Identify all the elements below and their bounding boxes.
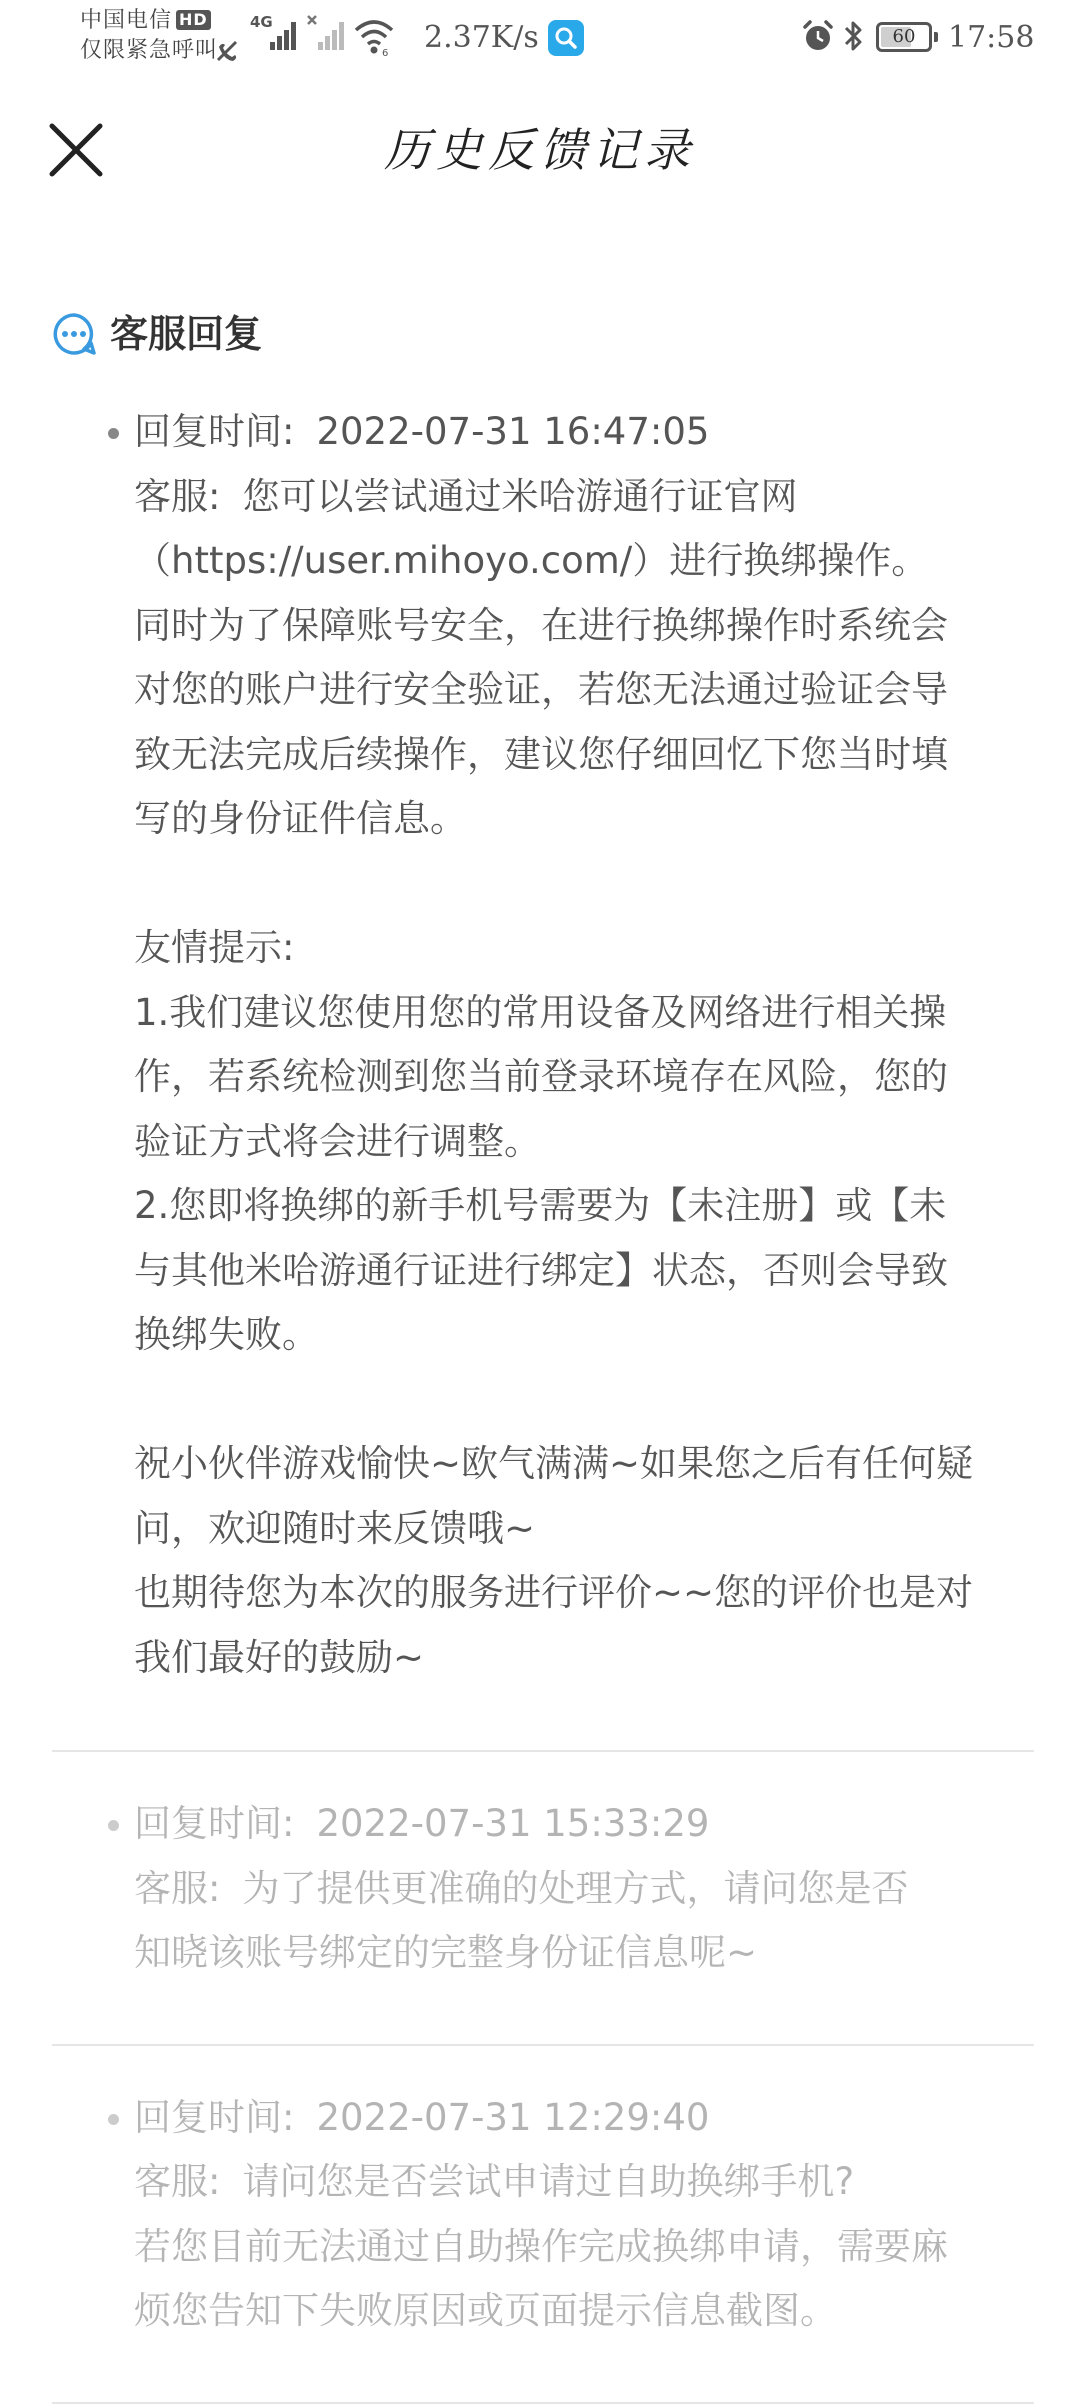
paragraph-gap xyxy=(134,852,1030,917)
reply-item xyxy=(52,400,1034,1750)
reply-time: 2022-07-31 12:29:40 xyxy=(316,2095,710,2139)
hd-badge: HD xyxy=(176,10,211,30)
reply-line: 问，欢迎随时来反馈哦~ xyxy=(134,1506,536,1550)
svg-text:6: 6 xyxy=(382,48,389,56)
reply-line: 若您目前无法通过自助操作完成换绑申请，需要麻 xyxy=(134,2224,948,2268)
status-bar xyxy=(0,0,1080,80)
carrier-status: 仅限紧急呼叫 xyxy=(80,38,219,63)
reply-line xyxy=(134,1857,1030,1922)
reply-line: 与其他米哈游通行证进行绑定】状态，否则会导致 xyxy=(134,1248,948,1292)
agent-label: 客服: xyxy=(134,474,221,518)
reply-line: 作，若系统检测到您当前登录环境存在风险，您的 xyxy=(134,1055,948,1098)
alarm-icon xyxy=(800,18,836,54)
page-title: 历史反馈记录 xyxy=(384,123,696,177)
battery-level: 60 xyxy=(892,26,916,47)
signal-no-service-icon xyxy=(306,14,346,54)
wifi-icon xyxy=(352,16,396,56)
reply-line: 换绑失败。 xyxy=(134,1313,319,1356)
reply-line xyxy=(134,465,1030,530)
reply-time-label: 回复时间: xyxy=(134,1802,295,1845)
reply-text: 为了提供更准确的处理方式，请问您是否 xyxy=(242,1866,909,1910)
reply-item xyxy=(52,2046,1034,2402)
call-disabled-icon xyxy=(214,38,242,66)
reply-line: 祝小伙伴游戏愉快~欧气满满~如果您之后有任何疑 xyxy=(134,1442,974,1485)
reply-line: 友情提示: xyxy=(134,926,295,969)
section-heading xyxy=(52,306,262,362)
battery-icon xyxy=(876,22,932,52)
bullet-dot xyxy=(108,2114,119,2125)
reply-line: （https://user.mihoyo.com/）进行换绑操作。 xyxy=(134,539,929,582)
reply-line: 写的身份证件信息。 xyxy=(134,797,467,840)
reply-time: 2022-07-31 16:47:05 xyxy=(316,410,710,453)
reply-line: 我们最好的鼓励~ xyxy=(134,1635,425,1679)
carrier-info xyxy=(80,6,218,66)
reply-time-label: 回复时间: xyxy=(134,2095,295,2139)
chat-bubble-icon xyxy=(52,312,96,356)
bullet-dot xyxy=(108,428,119,439)
search-app-notification-icon xyxy=(548,20,584,56)
reply-item xyxy=(52,1752,1034,2044)
status-time: 17:58 xyxy=(948,20,1035,55)
reply-time-label: 回复时间: xyxy=(134,410,295,453)
network-speed: 2.37K/s xyxy=(424,20,539,55)
agent-label: 客服: xyxy=(134,1866,221,1910)
reply-time-row xyxy=(134,2086,1030,2151)
reply-line: 烦您告知下失败原因或页面提示信息截图。 xyxy=(134,2289,837,2332)
reply-line: 也期待您为本次的服务进行评价~~您的评价也是对 xyxy=(134,1571,974,1614)
reply-line: 2.您即将换绑的新手机号需要为【未注册】或【未 xyxy=(134,1184,947,1227)
reply-line: 知晓该账号绑定的完整身份证信息呢~ xyxy=(134,1931,758,1974)
divider xyxy=(52,2402,1034,2404)
reply-text: 您可以尝试通过米哈游通行证官网 xyxy=(242,474,798,518)
reply-line: 验证方式将会进行调整。 xyxy=(134,1119,541,1163)
reply-line: 致无法完成后续操作，建议您仔细回忆下您当时填 xyxy=(134,732,948,776)
reply-list xyxy=(52,400,1034,2404)
reply-time-row xyxy=(134,1792,1030,1857)
reply-line: 同时为了保障账号安全，在进行换绑操作时系统会 xyxy=(134,603,948,647)
reply-time-row xyxy=(134,400,1030,465)
section-title: 客服回复 xyxy=(110,312,263,356)
paragraph-gap xyxy=(134,1368,1030,1433)
carrier-name: 中国电信 xyxy=(80,8,173,33)
network-type: 4G xyxy=(250,13,273,31)
reply-line: 1.我们建议您使用您的常用设备及网络进行相关操 xyxy=(134,990,947,1034)
bluetooth-icon xyxy=(842,16,866,56)
bullet-dot xyxy=(108,1820,119,1831)
reply-text: 请问您是否尝试申请过自助换绑手机? xyxy=(242,2160,855,2203)
agent-label: 客服: xyxy=(134,2160,221,2203)
header xyxy=(0,100,1080,200)
reply-line xyxy=(134,2150,1030,2215)
reply-time: 2022-07-31 15:33:29 xyxy=(316,1802,710,1845)
reply-line: 对您的账户进行安全验证，若您无法通过验证会导 xyxy=(134,668,948,711)
